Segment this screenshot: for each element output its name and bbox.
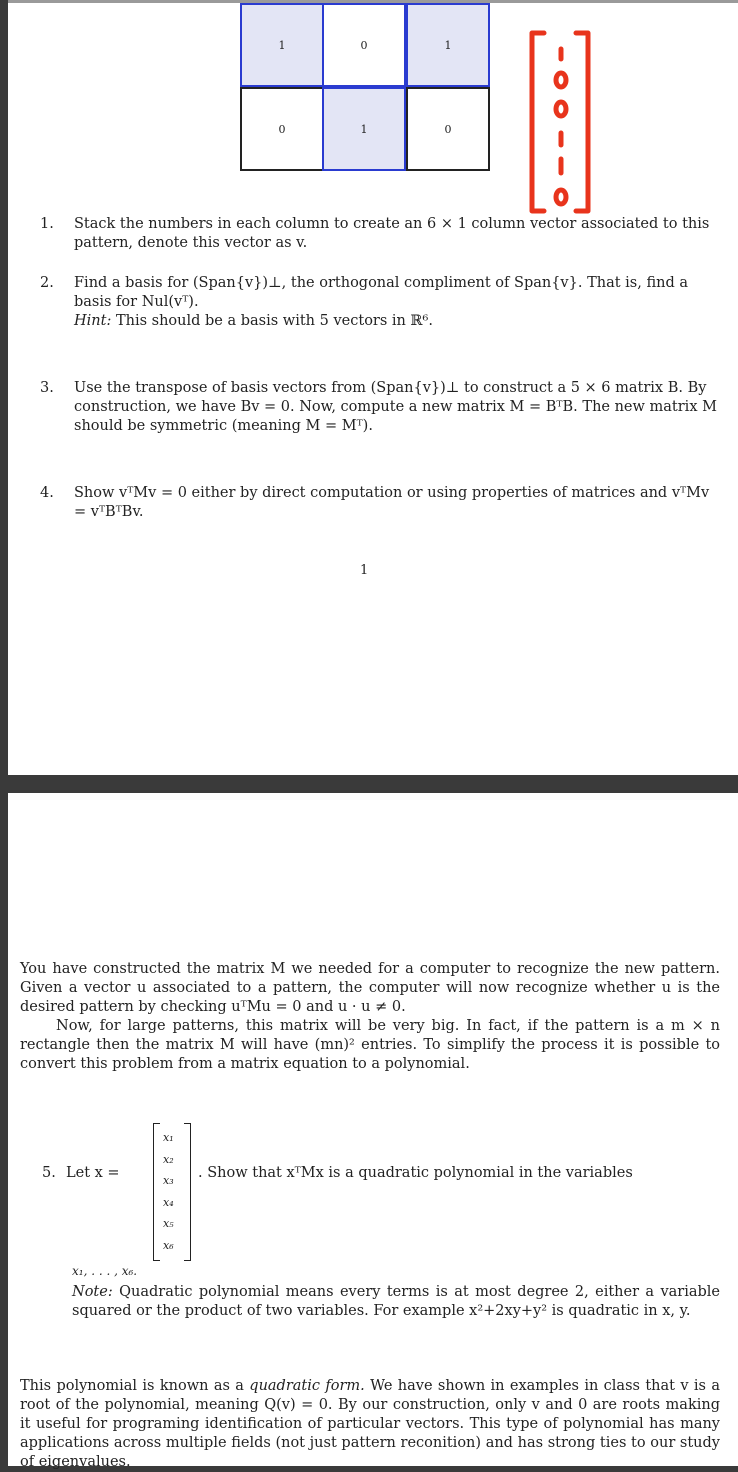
problem-2 (42, 274, 722, 331)
paragraph-quadratic-form (20, 1377, 720, 1472)
page-number: 1 (360, 563, 369, 578)
note (72, 1283, 720, 1321)
note-text: Quadratic polynomial means every terms is at most degree 2, either a variable squared or the product of two variables. For example x²+2xy+y² is quadratic in x, y. (72, 1284, 720, 1319)
problem-4 (42, 484, 722, 522)
hint-label: Hint: (74, 313, 112, 329)
vector-entry: x₃ (163, 1174, 174, 1187)
variables-text: x₁, . . . , x₆. (72, 1264, 138, 1278)
text-span: This polynomial is known as a (20, 1378, 250, 1394)
paragraph-intro: You have constructed the matrix M we needed for a computer to recognize the new pattern. Given a vector u associated to a pattern, the computer will now recognize whether u is the desired pattern by checking uᵀMu = 0 and u · u ≠ 0. (20, 961, 720, 1015)
problem-number: 2. (40, 275, 54, 291)
note-label: Note: (72, 1284, 113, 1300)
paragraph-large-patterns: Now, for large patterns, this matrix will be very big. In fact, if the pattern is a m × n rectangle then the matrix M will have (mn)² entries. To simplify the process it is possible to convert this problem from a matrix equation to a polynomial. (20, 1018, 720, 1072)
vector-entry: x₂ (163, 1152, 174, 1166)
text-span: We have shown in examples in class that v is a root of the polynomial, meaning Q(v) = 0. By our construction, only v and 0 are roots making it useful for programing identification of particular vectors. This type of polynomial has many applications across multiple fields (not just pattern reconition) and has strong ties to our study of eigenvalues. (20, 1378, 720, 1470)
vector-entry: x₆ (163, 1238, 174, 1252)
problem-text: Find a basis for (Span{v})⊥, the orthogonal compliment of Span{v}. That is, find a basis for Nul(vᵀ). (74, 275, 688, 310)
let-text: Let x = (66, 1165, 120, 1181)
hint-text: This should be a basis with 5 vectors in ℝ⁶. (115, 313, 433, 329)
grid-cell: 0 (406, 87, 490, 171)
problem-text: Show vᵀMv = 0 either by direct computation or using properties of matrices and vᵀMv = vᵀBᵀBv. (74, 485, 710, 520)
page-separator (0, 775, 738, 793)
problem-3 (42, 379, 722, 436)
grid-cell: 0 (322, 3, 406, 87)
vector-entry: x₅ (163, 1217, 174, 1230)
emphasis-text: quadratic form. (249, 1378, 365, 1394)
grid-cell: 1 (240, 3, 324, 87)
grid-cell: 1 (406, 3, 490, 87)
problem-number: 4. (40, 485, 54, 501)
grid-cell: 1 (322, 87, 406, 171)
problem-text: Use the transpose of basis vectors from (Span{v})⊥ to construct a 5 × 6 matrix B. By construction, we have Bv = 0. Now, compute a new matrix M = BᵀB. The new matrix M should be symmetric (meaning M = Mᵀ). (74, 380, 717, 434)
problem-number: 3. (40, 380, 54, 396)
problem-number: 1. (40, 216, 54, 232)
problem-number: 5. (42, 1165, 56, 1181)
vector-entry: x₄ (163, 1195, 174, 1209)
vector-entry: x₁ (163, 1131, 174, 1144)
problem-text: Stack the numbers in each column to create an 6 × 1 column vector associated to this pattern, denote this vector as v. (74, 216, 710, 251)
grid-cell: 0 (240, 87, 324, 171)
problem-1 (42, 215, 722, 253)
handwritten-vector-icon (528, 25, 592, 219)
page-1 (8, 0, 738, 775)
x-vector (153, 1123, 191, 1261)
problem-text: . Show that xᵀMx is a quadratic polynomial in the variables (198, 1165, 633, 1181)
page-2 (8, 793, 738, 1470)
